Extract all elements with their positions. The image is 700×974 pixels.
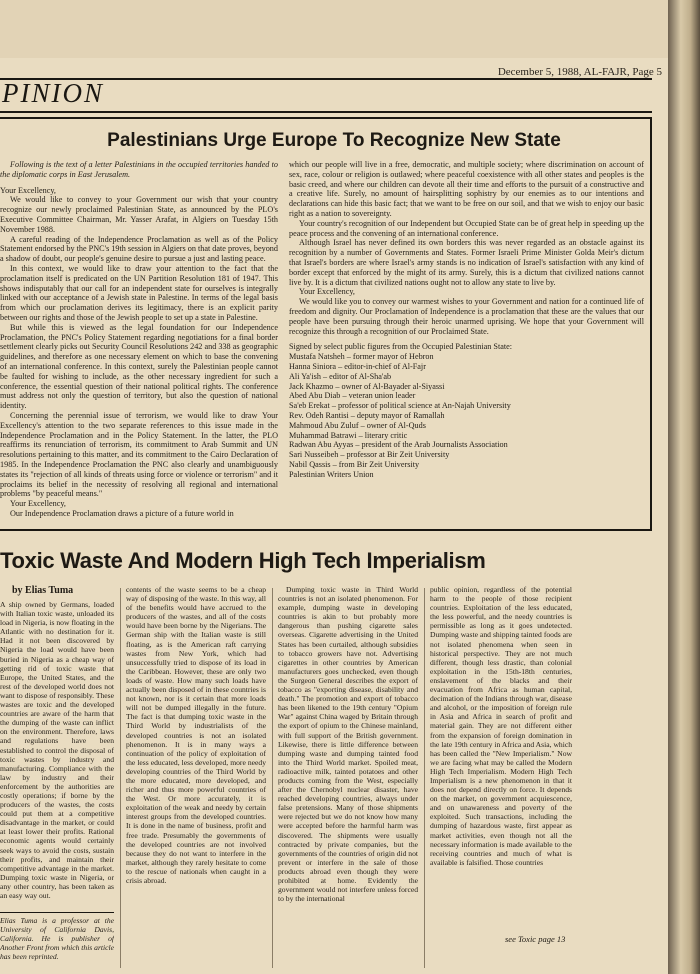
letter-paragraph: But while this is viewed as the legal foundation for our Independence Proclamation, the PNC's Policy Statement regarding negotiations for a final border settlement clearly picks out Security Council Resolutions 242 and 338 as geographic guidelines, and therefore as one necessary element on which to base the convening of an international conference. In this context, surely the Palestinian people cannot be faulted for wishing to include, as the other necessary ingredient for such a conference, the essential question of their national political rights. The conference must address not only the question of territory, but also the question of national identity. (0, 322, 278, 411)
letter-headline: Palestinians Urge Europe To Recognize New State (107, 130, 561, 151)
column-divider (120, 588, 121, 968)
letter-paragraph: In this context, we would like to draw your attention to the fact that the proclamation itself is predicated on the UN Partition Resolution 181 of 1947. This shows indisputably that our call for an independent state for ourselves is integrally linked with our acceptance of a Jewish state in Palestine. In terms of the legal basis from which our proclamation derives its legitimacy, there is an explicit parity between our rights and those of the Jewish people to set up a state in Palestine. (0, 263, 278, 322)
signatory: Mahmoud Abu Zuluf – owner of Al-Quds (289, 420, 426, 430)
article-column-1 (0, 600, 114, 908)
signatory: Sa'eb Erekat – professor of political science at An-Najah University (289, 401, 511, 411)
letter-paragraph: Your Excellency, (299, 287, 355, 297)
letter-paragraph: Our Independence Proclamation draws a picture of a future world in (10, 508, 234, 518)
letter-paragraph: We would like you to convey our warmest wishes to your Government and nation for a continued life of freedom and dignity. Our Proclamation of Independence is a proclamation that these are the values that our people have been pursuing through their heroic unarmed uprising. We hope that your Government will recognize this through a recognition of our Proclaimed State. (289, 297, 644, 336)
signatory: Mustafa Natsheh – former mayor of Hebron (289, 352, 434, 362)
signatory: Sari Nusseibeh – professor at Bir Zeit University (289, 450, 450, 460)
page-top-margin (0, 0, 668, 58)
page-edge (668, 0, 700, 974)
letter-paragraph: We would like to convey to your Government our wish that your country recognize our newly proclaimed Palestinian State, as announced by the PLO's Executive Committee Chairman, Mr. Yasser Arafat, in Algiers on Tuesday 15th November 1988. (0, 195, 278, 234)
article-text: contents of the waste seems to be a cheap way of disposing of the waste. In this way, all of the benefits would have accrued to the producers of the wastes, and all of the costs would have been borne by the Nigerians. The German ship with the Italian waste is still floating, as is the American raft carrying wastes from New York, which had unsuccessfully tried to dispose of its load in the Caribbean. However, these are only two loads of waste. How many such loads have actually been disposed of in these countries is not known, nor is it certain that more loads will not be dumped illegally in the future. The fact is that dumping toxic waste in the Third World by industrialists of the developed countries is not an isolated phenomenon. It is in many ways a continuation of the policy of exploitation of the less educated, less developed, more needy developing countries of the Third World by the more educated, more developed, and richer and thus more powerful countries of the West. Or more accurately, it is exploitation of the weak and needy by certain interest groups from the developed countries. It is done in the name of business, profit and free trade. Presumably the governments of the developed countries are not involved because they do not want to interfere in the market, although they rarely hesitate to come to the rescue of nationals when caught in a crisis abroad. (126, 585, 266, 885)
letter-salutation: Your Excellency, (0, 185, 56, 195)
article-text: A ship owned by Germans, loaded with Italian toxic waste, unloaded its load in Nigeria, is now floating in the Atlantic with no destination for it. Had it not been discovered by Nigeria the load would have been buried in Nigeria as a cheap way of getting rid of toxic waste that Europe, the United States, and the rest of the developed world does not want to dispose of responsibly. These wastes are toxic and the developed countries are aware of the harm that the dumping of the waste can inflict on the environment. Therefore, laws and regulations have been established to control the disposal of toxic wastes by industry and manufacturing. Compliance with the law by industry and their enforcement by the authorities are costly operations; if borne by the producers of the wastes, the costs could put them at a competitive disadvantage in the market, or could at least lower their profits. Rational economic agents would certainly seek ways to avoid the costs, sustain their profits, and maintain their competitive advantage in the market. Dumping toxic waste in Nigeria, or any other country, has been taken as an easy way out. (0, 600, 114, 900)
continued-reference: see Toxic page 13 (505, 934, 566, 944)
letter-paragraph: A careful reading of the Independence Proclamation as well as of the Policy Statement endorsed by the PNC's 19th session in Algiers on that date proves, beyond a shadow of doubt, our people's genuine desire to pursue a just and lasting peace. (0, 234, 278, 264)
signatory: Jack Khazmo – owner of Al-Bayader al-Siyassi (289, 381, 445, 391)
section-title: PINION (2, 78, 104, 108)
letter-paragraph: Although Israel has never defined its own borders this was never regarded as an obstacle against its recognition by a number of Governments and States. Former Israeli Prime Minister Golda Meir's dictum that Israel's borders are where Israel's army stands is no indication of Israel's satisfaction with any kind of border except that enforced by the might of its army. Surely, this is a dictum that civilized nations cannot live by. It is a dictum that civilized nations ought not to allow any state to live by. (289, 238, 644, 287)
signatory: Nabil Qassis – from Bir Zeit University (289, 459, 420, 469)
article-text: public opinion, regardless of the potential harm to the people of those recipient countries. Exploitation of the less educated, the less powerful, and the needy countries is permissible as long as it goes undetected. Dumping waste and shipping tainted foods are not isolated phenomena when seen in historical perspective. They are not much different, though less drastic, than colonial exploitation in the 15th-18th centuries, enslavement of the blacks and their evacuation from Africa as human capital, decimation of the Indians through war, disease and alcohol, or the imposition of foreign rule in Asia and Africa in search of profit and material gain. They are not different either from the expansion of foreign domination in the late 19th century in Africa and Asia, which has been called the "New Imperialism." Now we are facing what may be called the Modern High Tech Imperialism. Modern High Tech Imperialism is a new phenomenon in that it does not depend directly on force. It depends on the market, on government acquiescence, and on unawareness and poverty of the exploited. Such transactions, including the dumping of hazardous waste, first appear as market activities, even though not all the necessary information is made available to the receiving countries and much of what is available is falsified. Those countries (430, 585, 572, 867)
signatory: Rev. Odeh Rantisi – deputy mayor of Ramallah (289, 410, 445, 420)
signatory: Hanna Siniora – editor-in-chief of Al-Fajr (289, 361, 426, 371)
signatory: Palestinian Writers Union (289, 469, 374, 479)
letter-paragraph: Your country's recognition of our Independent but Occupied State can be of great help in speeding up the peace process and the convening of an international conference. (289, 218, 644, 238)
article-text: Dumping toxic waste in Third World countries is not an isolated phenomenon. For example, dumping waste in developing countries is akin to but probably more dangerous than pushing cigarette sales overseas. Cigarette advertising in the United States has been curtailed, although subsidies to tobacco growers have not. Advertising cigarettes in other countries by American manufacturers goes unchecked, even though the Surgeon General describes the export of tobacco as "exporting disease, disability and death." The promotion and export of tobacco has been likened to the 19th century "Opium War" against China waged by Britain through the export of opium to the Chinese mainland, with full support of the British government. Likewise, there is little difference between dumping waste and dumping tainted food into the Third World market. Spoiled meat, radioactive milk, tainted potatoes and other products coming from the West, especially after the Chernobyl nuclear disaster, have reached developing countries, always under false pretensions. Many of those shipments were rejected but we do not know how many were accepted before the harmful harm was discovered. The shipments were usually contracted by private companies, but the governments of the countries of origin did not prevent or interfere in the sale of those products abroad even though they were prohibited at home. Evidently the government would not interfere unless forced to by the international (278, 585, 418, 904)
letter-paragraph: Concerning the perennial issue of terrorism, we would like to draw Your Excellency's attention to the two separate references to this issue made in the Independence Proclamation and in the Policy Statement. In the latter, the PLO reaffirms its renunciation of terrorism, its commitment to Arab Summit and UN resolutions pertaining to this matter, and its commitment to the Cairo Declaration of 1985. In the Independence Proclamation the PNC also clearly and unambiguously states its "rejection of all kinds of threats using force or violence or terrorism" and it proclaims its belief in the necessity of resolving all regional and international problems "by peaceful means." (0, 410, 278, 499)
column-divider (272, 588, 273, 968)
article-byline: by Elias Tuma (12, 585, 74, 596)
letter-paragraph: which our people will live in a free, democratic, and multiple society; where discrimination on account of sex, race, colour or religion is outlawed; where peaceful coexistence with all other states and peoples is the basic creed, and where our children can devote all their time and efforts to the pursuit of a constructive and a creative life. Surely, no amount of hairsplitting sophistry by our enemies as to our intentions and declarations can hide this basic fact; that we want to be free on our soil, and that we wish to enjoy our basic right as a nation to sovereignty. (289, 160, 644, 218)
signed-intro: Signed by select public figures from the Occupied Palestinian State: (289, 342, 513, 352)
signatories-block (289, 342, 644, 479)
article-headline: Toxic Waste And Modern High Tech Imperialism (0, 548, 486, 573)
column-divider (424, 588, 425, 968)
letter-intro: Following is the text of a letter Palestinians in the occupied territories handed to the diplomatic corps in East Jerusalem. (0, 160, 278, 179)
author-note: Elias Tuma is a professor at the University of California Davis, California. He is publisher of Another Front from which this article has been reprinted. (0, 916, 114, 962)
section-rule (0, 111, 652, 113)
signatory: Radwan Abu Ayyas – president of the Arab Journalists Association (289, 440, 508, 450)
dateline: December 5, 1988, AL-FAJR, Page 5 (497, 66, 662, 78)
letter-right-column (289, 160, 644, 480)
article-column-4 (430, 585, 572, 925)
article-column-3 (278, 585, 418, 969)
article-column-2 (126, 585, 266, 969)
signatory: Ali Ya'ish – editor of Al-Sha'ab (289, 371, 392, 381)
note-rule (0, 912, 114, 913)
signatory: Muhammad Batrawi – literary critic (289, 430, 408, 440)
letter-left-column (0, 160, 278, 519)
signatory: Abed Abu Diab – veteran union leader (289, 391, 416, 401)
letter-paragraph: Your Excellency, (10, 499, 66, 509)
